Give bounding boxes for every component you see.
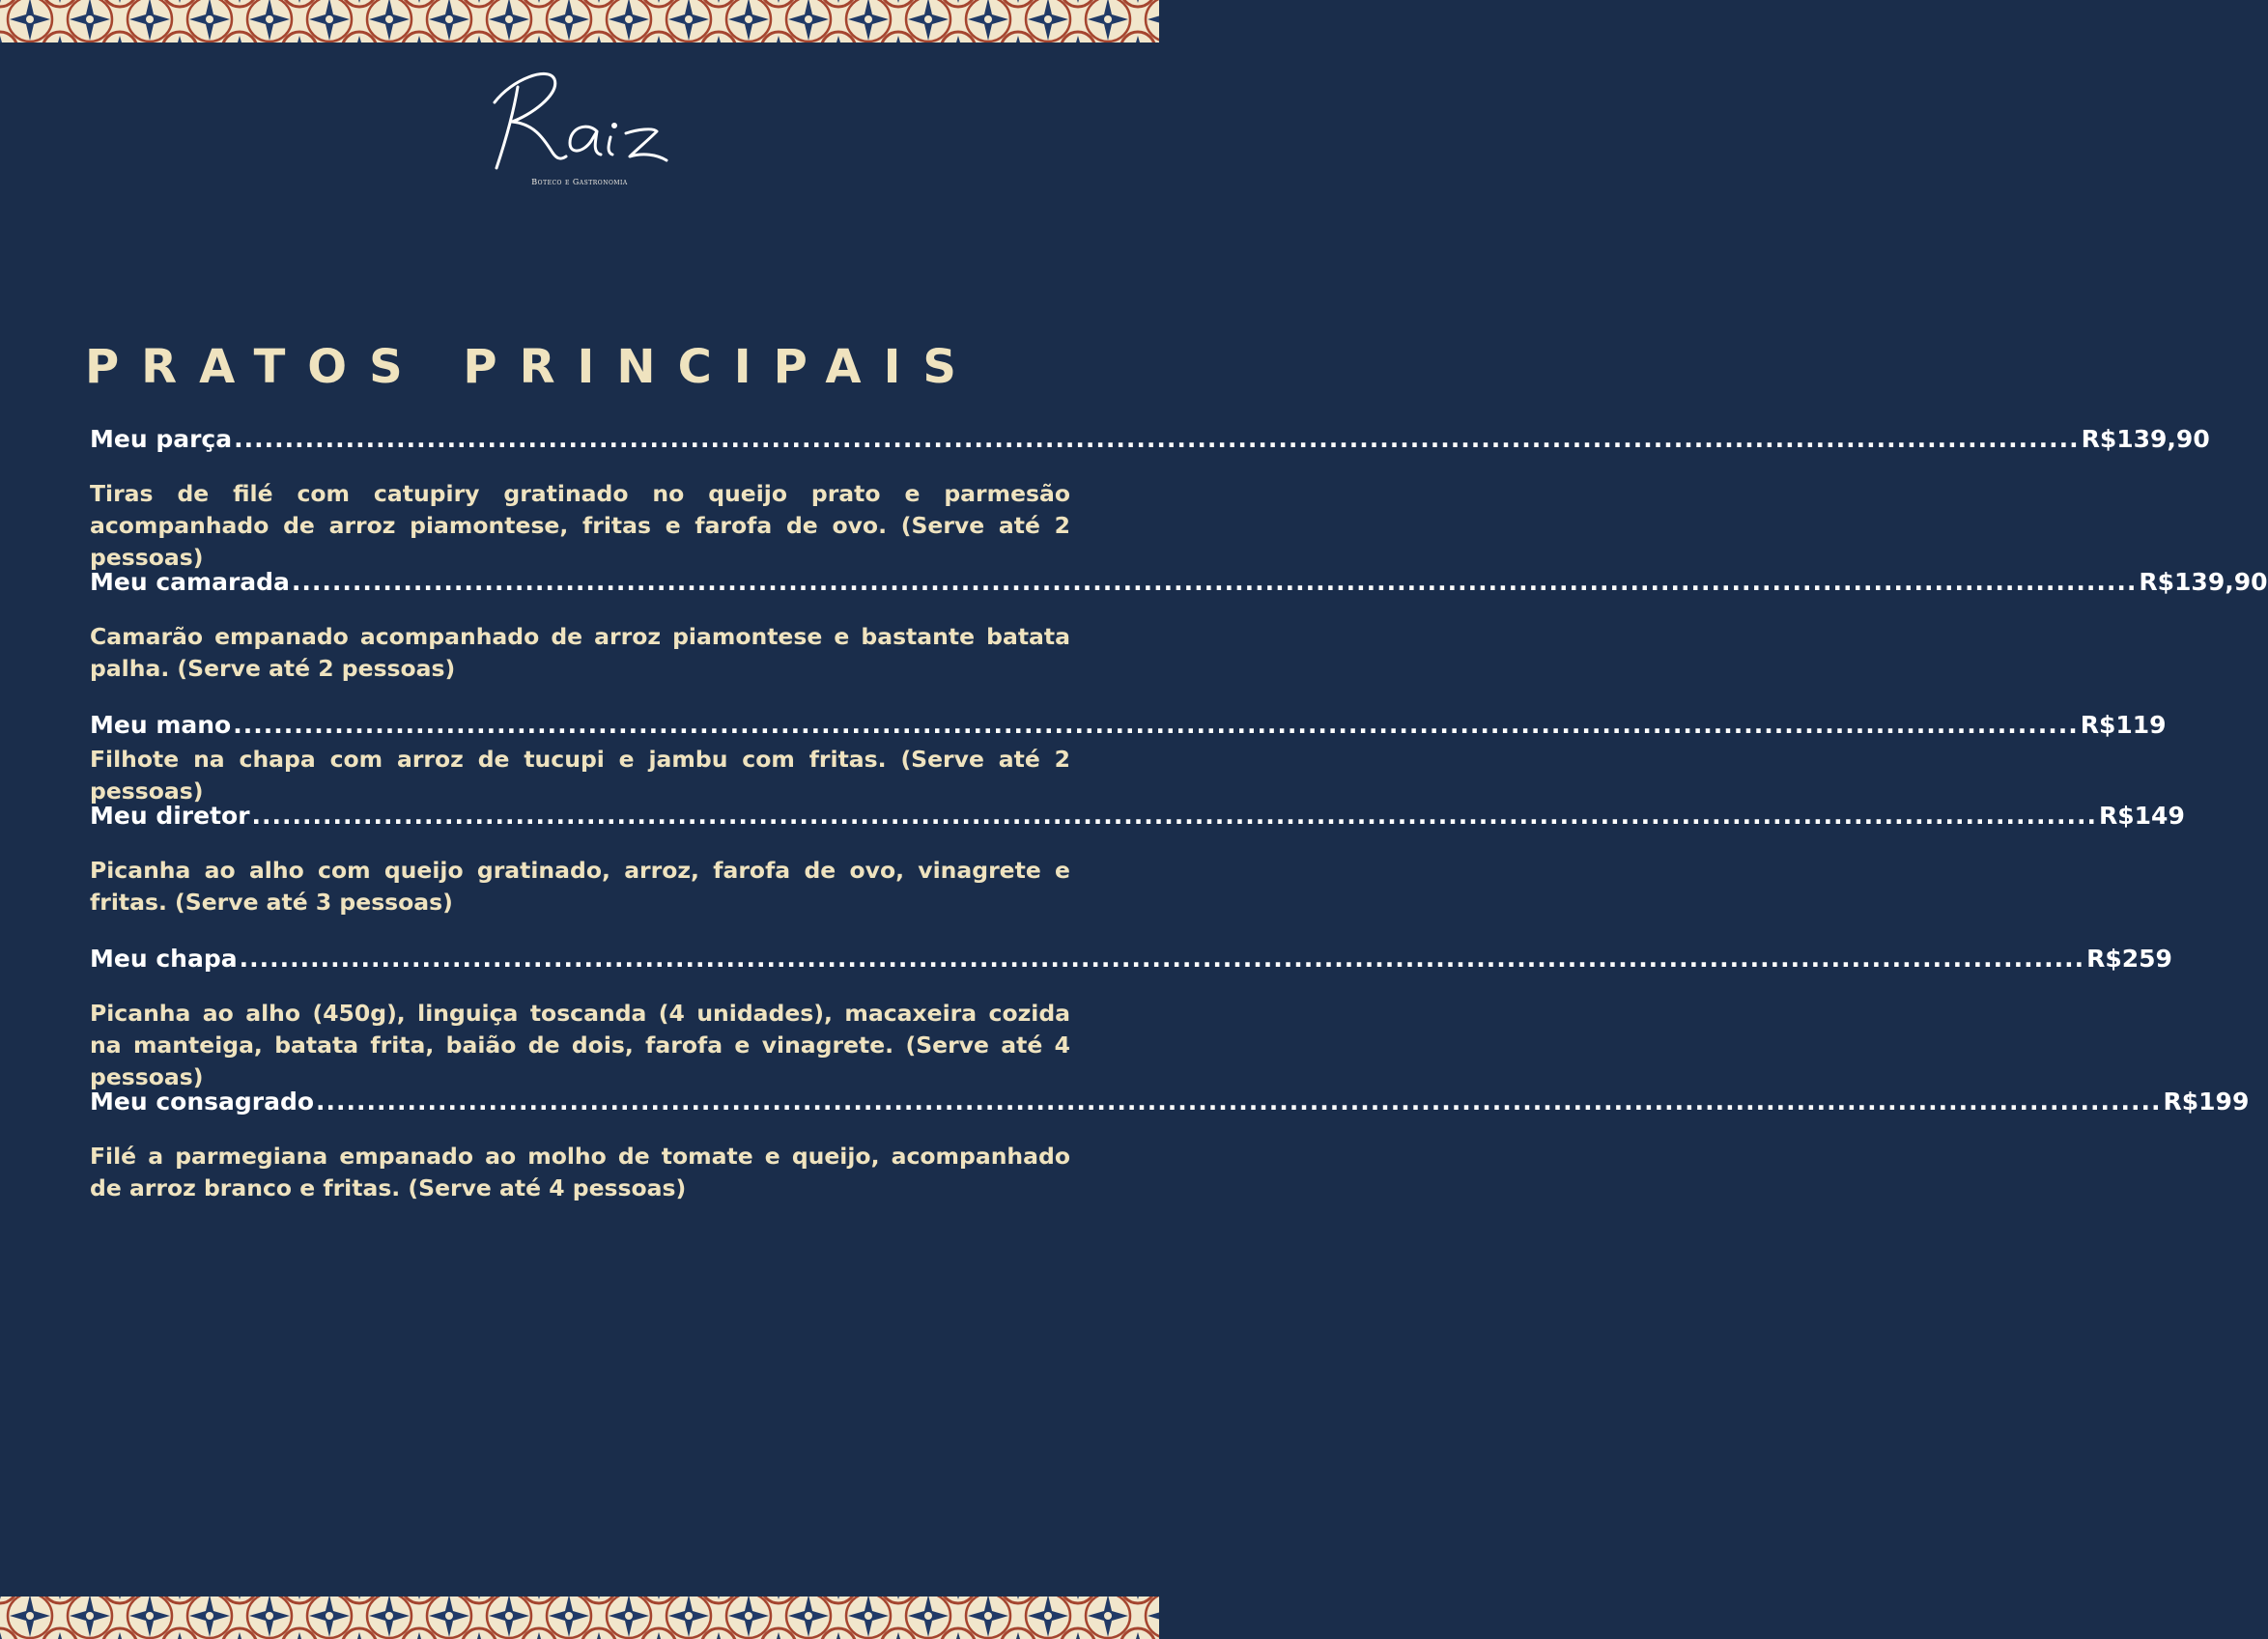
section-title: PRATOS PRINCIPAIS xyxy=(85,340,978,394)
menu-item-header xyxy=(90,1088,2250,1126)
raiz-logo-script xyxy=(473,60,686,174)
item-name: Meu chapa xyxy=(90,945,238,973)
menu-item xyxy=(90,568,2268,711)
item-name: Meu camarada xyxy=(90,568,290,596)
decorative-tile-border-bottom xyxy=(0,1597,1159,1639)
menu-item xyxy=(90,802,2185,945)
decorative-tile-border-top xyxy=(0,0,1159,42)
menu-item-header xyxy=(90,425,2210,464)
item-price: R$119 xyxy=(2080,711,2167,739)
menu-item xyxy=(90,1088,2250,1230)
item-name: Meu parça xyxy=(90,425,233,453)
dot-leader: ...................................................................................................................................................................................... xyxy=(251,802,2098,830)
item-price: R$139,90 xyxy=(2139,568,2268,596)
menu-item-header xyxy=(90,802,2185,840)
tile-pattern-icon xyxy=(0,1597,1159,1639)
logo-name-text: Raiz xyxy=(473,60,476,61)
item-price: R$139,90 xyxy=(2081,425,2210,453)
item-description: Picanha ao alho (450g), linguiça toscanda (4 unidades), macaxeira cozida na manteiga, batata frita, baião de dois, farofa e vinagrete. (Serve até 4 pessoas) xyxy=(90,1000,1070,1090)
dot-leader: ...................................................................................................................................................................................... xyxy=(291,568,2138,596)
item-price: R$199 xyxy=(2163,1088,2250,1116)
menu-item xyxy=(90,425,2210,571)
menu-list xyxy=(90,425,2268,1230)
brand-logo xyxy=(0,60,1159,186)
item-price: R$149 xyxy=(2099,802,2185,830)
item-name: Meu consagrado xyxy=(90,1088,315,1116)
dot-leader: ...................................................................................................................................................................................... xyxy=(234,425,2080,453)
item-description: Camarão empanado acompanhado de arroz piamontese e bastante batata palha. (Serve até 2 pessoas) xyxy=(90,623,1070,682)
menu-item-header xyxy=(90,945,2172,983)
menu-item-header xyxy=(90,568,2268,607)
dot-leader: ...................................................................................................................................................................................... xyxy=(239,945,2085,973)
item-description: Filé a parmegiana empanado ao molho de tomate e queijo, acompanhado de arroz branco e fritas. (Serve até 4 pessoas) xyxy=(90,1143,1070,1201)
menu-item xyxy=(90,945,2172,1090)
tile-pattern-icon xyxy=(0,0,1159,42)
item-price: R$259 xyxy=(2086,945,2172,973)
item-name: Meu diretor xyxy=(90,802,250,830)
dot-leader: ...................................................................................................................................................................................... xyxy=(316,1088,2162,1116)
dot-leader: ...................................................................................................................................................................................... xyxy=(233,711,2079,739)
item-description: Filhote na chapa com arroz de tucupi e jambu com fritas. (Serve até 2 pessoas) xyxy=(90,746,1070,805)
item-name: Meu mano xyxy=(90,711,232,739)
menu-item xyxy=(90,711,2167,805)
item-description: Tiras de filé com catupiry gratinado no queijo prato e parmesão acompanhado de arroz piamontese, fritas e farofa de ovo. (Serve até 2 pessoas) xyxy=(90,480,1070,571)
brand-tagline: Boteco e Gastronomia xyxy=(531,178,628,186)
item-description: Picanha ao alho com queijo gratinado, arroz, farofa de ovo, vinagrete e fritas. (Serve até 3 pessoas) xyxy=(90,857,1070,916)
